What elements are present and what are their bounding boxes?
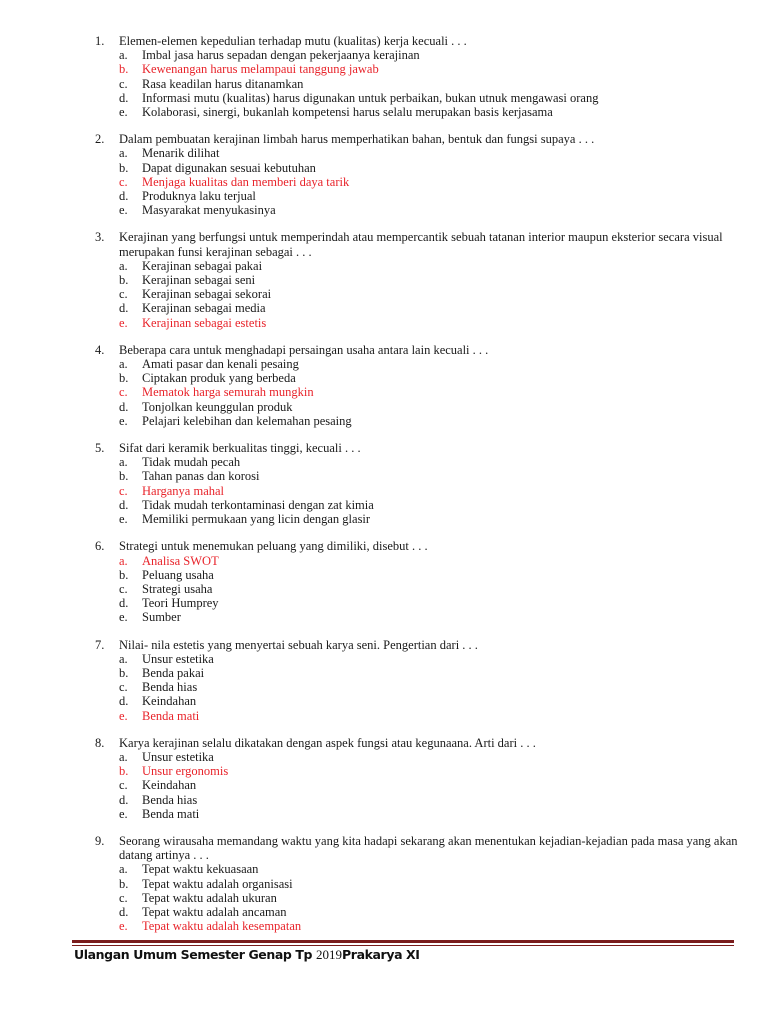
answer-option <box>0 877 768 891</box>
option-letter: a. <box>119 553 128 568</box>
option-text: Tepat waktu adalah organisasi <box>142 876 293 891</box>
option-text: Benda pakai <box>142 665 205 680</box>
question-stem <box>0 343 768 357</box>
option-letter: c. <box>119 680 128 695</box>
answer-option <box>0 357 768 371</box>
answer-option <box>0 301 768 315</box>
question-7 <box>0 638 768 723</box>
question-stem <box>0 230 768 258</box>
footer-prefix: Ulangan Umum Semester Genap Tp <box>74 947 317 962</box>
option-text: Menarik dilihat <box>142 146 220 161</box>
option-text: Benda hias <box>142 680 198 695</box>
option-letter: e. <box>119 610 128 625</box>
answer-option-correct <box>0 62 768 76</box>
option-text: Ciptakan produk yang berbeda <box>142 371 296 386</box>
option-text: Kerajinan sebagai media <box>142 301 266 316</box>
option-text: Benda hias <box>142 792 198 807</box>
option-text: Imbal jasa harus sepadan dengan pekerjaanya kerajinan <box>142 48 420 63</box>
answer-option-correct <box>0 709 768 723</box>
option-letter: c. <box>119 483 128 498</box>
option-letter: b. <box>119 665 129 680</box>
option-letter: b. <box>119 273 129 288</box>
answer-option <box>0 694 768 708</box>
option-letter: c. <box>119 287 128 302</box>
question-text: Strategi untuk menemukan peluang yang dimiliki, disebut . . . <box>119 539 428 554</box>
option-letter: d. <box>119 90 129 105</box>
option-text: Tepat waktu adalah ukuran <box>142 890 277 905</box>
answer-option <box>0 91 768 105</box>
answer-option <box>0 259 768 273</box>
question-1 <box>0 34 768 119</box>
answer-option <box>0 48 768 62</box>
question-number: 4. <box>95 342 105 357</box>
option-letter: d. <box>119 497 129 512</box>
question-list <box>0 34 768 946</box>
answer-option <box>0 778 768 792</box>
option-letter: c. <box>119 385 128 400</box>
option-text: Unsur ergonomis <box>142 764 229 779</box>
option-text: Amati pasar dan kenali pesaing <box>142 357 299 372</box>
answer-option-correct <box>0 385 768 399</box>
answer-option <box>0 610 768 624</box>
option-letter: d. <box>119 904 129 919</box>
answer-option <box>0 652 768 666</box>
answer-option <box>0 905 768 919</box>
answer-option-correct <box>0 316 768 330</box>
option-text: Kerajinan sebagai sekorai <box>142 287 272 302</box>
answer-option <box>0 807 768 821</box>
question-text: Elemen-elemen kepedulian terhadap mutu (kualitas) kerja kecuali . . . <box>119 34 467 48</box>
question-8 <box>0 736 768 821</box>
option-letter: b. <box>119 567 129 582</box>
question-stem <box>0 539 768 553</box>
question-text: Seorang wirausaha memandang waktu yang kita hadapi sekarang akan menentukan kejadian-kejadian pada masa yang akan datang artinya . . . <box>119 833 738 863</box>
option-text: Memiliki permukaan yang licin dengan glasir <box>142 512 371 527</box>
option-text: Strategi usaha <box>142 581 213 596</box>
option-text: Produknya laku terjual <box>142 189 256 204</box>
answer-option <box>0 750 768 764</box>
option-letter: d. <box>119 596 129 611</box>
option-text: Unsur estetika <box>142 749 214 764</box>
answer-option <box>0 273 768 287</box>
answer-option-correct <box>0 764 768 778</box>
option-letter: b. <box>119 62 129 77</box>
option-letter: d. <box>119 399 129 414</box>
answer-option <box>0 371 768 385</box>
footer-year: 2019 <box>316 947 343 962</box>
option-text: Kerajinan sebagai estetis <box>142 315 267 330</box>
option-letter: a. <box>119 146 128 161</box>
option-text: Informasi mutu (kualitas) harus digunakan untuk perbaikan, bukan utnuk mengawasi orang <box>142 90 599 105</box>
option-letter: a. <box>119 749 128 764</box>
answer-option <box>0 105 768 119</box>
answer-option <box>0 189 768 203</box>
footer-suffix: Prakarya XI <box>342 947 420 962</box>
question-number: 2. <box>95 132 105 147</box>
option-text: Sumber <box>142 610 181 625</box>
answer-option <box>0 77 768 91</box>
option-text: Masyarakat menyukasinya <box>142 203 276 218</box>
question-text: Nilai- nila estetis yang menyertai sebuah karya seni. Pengertian dari . . . <box>119 637 478 652</box>
option-text: Benda mati <box>142 708 200 723</box>
answer-option <box>0 568 768 582</box>
question-number: 5. <box>95 441 105 456</box>
option-text: Keindahan <box>142 694 197 709</box>
option-text: Tidak mudah pecah <box>142 455 241 470</box>
question-stem <box>0 638 768 652</box>
answer-option <box>0 400 768 414</box>
question-5 <box>0 441 768 526</box>
option-text: Harganya mahal <box>142 483 225 498</box>
page-footer <box>74 947 420 963</box>
answer-option-correct <box>0 484 768 498</box>
answer-option <box>0 596 768 610</box>
option-letter: b. <box>119 469 129 484</box>
option-letter: b. <box>119 160 129 175</box>
answer-option <box>0 512 768 526</box>
answer-option <box>0 891 768 905</box>
option-letter: a. <box>119 455 128 470</box>
option-letter: c. <box>119 581 128 596</box>
option-letter: a. <box>119 862 128 877</box>
question-stem <box>0 736 768 750</box>
option-letter: d. <box>119 792 129 807</box>
answer-option <box>0 498 768 512</box>
answer-option <box>0 862 768 876</box>
question-text: Karya kerajinan selalu dikatakan dengan aspek fungsi atau kegunaana. Arti dari . . . <box>119 735 536 750</box>
question-text: Sifat dari keramik berkualitas tinggi, kecuali . . . <box>119 441 361 456</box>
option-letter: c. <box>119 890 128 905</box>
answer-option <box>0 469 768 483</box>
option-letter: d. <box>119 694 129 709</box>
question-text: Beberapa cara untuk menghadapi persaingan usaha antara lain kecuali . . . <box>119 342 489 357</box>
question-stem <box>0 132 768 146</box>
question-number: 6. <box>95 539 105 554</box>
option-text: Rasa keadilan harus ditanamkan <box>142 76 304 91</box>
answer-option <box>0 414 768 428</box>
option-letter: e. <box>119 512 128 527</box>
answer-option <box>0 582 768 596</box>
option-letter: a. <box>119 357 128 372</box>
question-number: 1. <box>95 34 105 48</box>
option-letter: e. <box>119 919 128 934</box>
option-text: Kolaborasi, sinergi, bukanlah kompetensi harus selalu merupakan basis kerjasama <box>142 105 553 120</box>
option-text: Tonjolkan keunggulan produk <box>142 399 293 414</box>
option-text: Tepat waktu adalah kesempatan <box>142 919 302 934</box>
answer-option <box>0 793 768 807</box>
question-text: Dalam pembuatan kerajinan limbah harus memperhatikan bahan, bentuk dan fungsi supaya . . . <box>119 132 595 147</box>
answer-option-correct <box>0 175 768 189</box>
question-number: 8. <box>95 735 105 750</box>
answer-option <box>0 680 768 694</box>
option-letter: d. <box>119 189 129 204</box>
option-text: Tidak mudah terkontaminasi dengan zat kimia <box>142 497 374 512</box>
question-number: 7. <box>95 637 105 652</box>
option-letter: c. <box>119 174 128 189</box>
answer-option <box>0 455 768 469</box>
answer-option <box>0 203 768 217</box>
option-letter: b. <box>119 876 129 891</box>
option-text: Keindahan <box>142 778 197 793</box>
option-text: Dapat digunakan sesuai kebutuhan <box>142 160 316 175</box>
option-letter: e. <box>119 413 128 428</box>
option-text: Tepat waktu adalah ancaman <box>142 904 287 919</box>
answer-option <box>0 666 768 680</box>
answer-option <box>0 287 768 301</box>
question-6 <box>0 539 768 624</box>
answer-option <box>0 161 768 175</box>
question-2 <box>0 132 768 217</box>
option-letter: b. <box>119 764 129 779</box>
option-letter: e. <box>119 315 128 330</box>
option-text: Teori Humprey <box>142 596 219 611</box>
option-text: Pelajari kelebihan dan kelemahan pesaing <box>142 413 352 428</box>
option-letter: b. <box>119 371 129 386</box>
option-letter: c. <box>119 76 128 91</box>
option-text: Tepat waktu kekuasaan <box>142 862 259 877</box>
option-letter: a. <box>119 258 128 273</box>
option-text: Benda mati <box>142 806 200 821</box>
option-text: Analisa SWOT <box>142 553 219 568</box>
answer-option <box>0 146 768 160</box>
option-letter: a. <box>119 651 128 666</box>
option-letter: d. <box>119 301 129 316</box>
option-text: Unsur estetika <box>142 651 214 666</box>
option-letter: e. <box>119 203 128 218</box>
question-stem <box>0 441 768 455</box>
question-text: Kerajinan yang berfungsi untuk memperindah atau mempercantik sebuah tatanan interior maupun eksterior secara visual merupakan funsi kerajinan sebagai . . . <box>119 230 723 259</box>
option-letter: e. <box>119 806 128 821</box>
option-text: Kewenangan harus melampaui tanggung jawab <box>142 62 379 77</box>
question-stem <box>0 34 768 48</box>
question-3 <box>0 230 768 329</box>
option-text: Tahan panas dan korosi <box>142 469 260 484</box>
option-letter: c. <box>119 778 128 793</box>
option-text: Mematok harga semurah mungkin <box>142 385 314 400</box>
option-text: Peluang usaha <box>142 567 214 582</box>
question-number: 3. <box>95 230 105 245</box>
option-letter: e. <box>119 105 128 120</box>
option-text: Kerajinan sebagai seni <box>142 273 256 288</box>
option-letter: a. <box>119 48 128 63</box>
footer-rule-thin <box>72 945 734 946</box>
question-stem <box>0 834 768 862</box>
footer-rule-thick <box>72 940 734 943</box>
option-text: Menjaga kualitas dan memberi daya tarik <box>142 174 350 189</box>
question-4 <box>0 343 768 428</box>
question-number: 9. <box>95 833 105 848</box>
answer-option-correct <box>0 919 768 933</box>
option-letter: e. <box>119 708 128 723</box>
question-9 <box>0 834 768 933</box>
option-text: Kerajinan sebagai pakai <box>142 258 263 273</box>
answer-option-correct <box>0 554 768 568</box>
